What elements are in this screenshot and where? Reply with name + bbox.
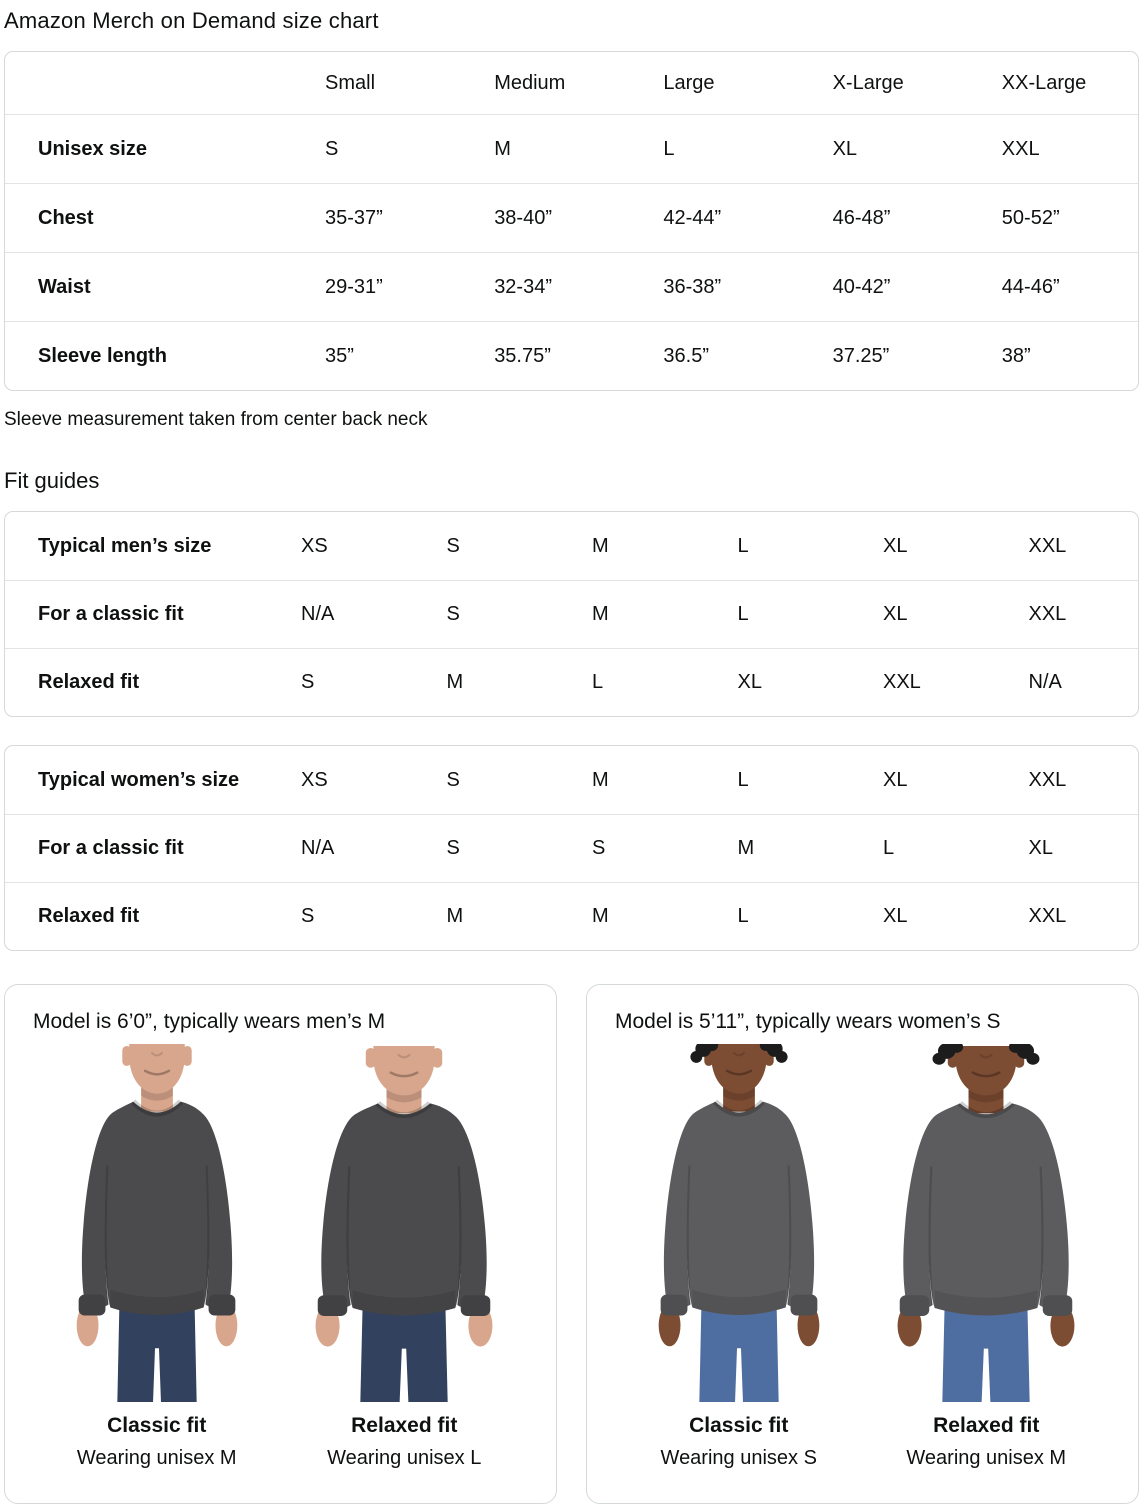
womens-relaxed-figure: [863, 1044, 1111, 1470]
cell: 35”: [325, 344, 354, 367]
cell: XL: [1028, 837, 1053, 859]
fit-name: Classic fit: [689, 1414, 789, 1437]
cell: 36.5”: [663, 344, 709, 367]
mens-classic-figure: [33, 1044, 281, 1470]
row-label: Waist: [38, 275, 91, 298]
cell: S: [592, 837, 606, 859]
table-row-chest: [5, 183, 1138, 252]
cell: L: [737, 768, 749, 791]
row-label: Unisex size: [38, 137, 147, 160]
mens-relaxed-figure: [281, 1044, 529, 1470]
cell: 29-31”: [325, 275, 383, 298]
cell: XL: [832, 137, 858, 160]
table-row-typical-mens-size: [5, 512, 1138, 580]
cell: XXL: [1028, 534, 1067, 557]
column-header-medium: Medium: [494, 71, 566, 94]
cell: XXL: [1028, 603, 1067, 625]
model-photo-woman-relaxed-fit: [867, 1044, 1105, 1402]
cell: XL: [883, 534, 908, 557]
cell: L: [663, 137, 675, 160]
cell: XXL: [883, 671, 921, 693]
page-title: Amazon Merch on Demand size chart: [4, 8, 379, 33]
table-row-mens-relaxed-fit: [5, 648, 1138, 716]
cell: S: [446, 534, 460, 557]
cell: L: [883, 837, 895, 859]
table-row-typical-womens-size: [5, 746, 1138, 814]
cell: 44-46”: [1001, 275, 1060, 298]
table-row-mens-classic-fit: [5, 580, 1138, 648]
womens-model-card: [586, 984, 1139, 1504]
cell: L: [737, 905, 749, 927]
column-header-xx-large: XX-Large: [1001, 71, 1087, 94]
row-label: Typical men’s size: [38, 534, 212, 557]
row-label: Relaxed fit: [38, 671, 140, 693]
wearing-size: Wearing unisex S: [660, 1447, 817, 1469]
cell: XXL: [1001, 137, 1040, 160]
table-row-sleeve-length: [5, 321, 1138, 390]
row-label: Typical women’s size: [38, 768, 240, 791]
model-cards: [4, 984, 1139, 1504]
cell: 32-34”: [494, 275, 552, 298]
row-label: Relaxed fit: [38, 905, 140, 927]
fit-name: Relaxed fit: [933, 1414, 1040, 1437]
wearing-size: Wearing unisex L: [327, 1447, 482, 1469]
cell: L: [737, 603, 749, 625]
cell: S: [446, 768, 460, 791]
cell: 37.25”: [832, 344, 890, 367]
cell: M: [592, 603, 609, 625]
row-label: For a classic fit: [38, 603, 184, 625]
fit-name: Relaxed fit: [351, 1414, 458, 1437]
caption: [906, 1414, 1066, 1470]
cell: S: [446, 603, 460, 625]
cell: 38-40”: [494, 206, 552, 229]
cell: M: [592, 905, 609, 927]
cell: N/A: [301, 603, 335, 625]
cell: L: [592, 671, 604, 693]
cell: S: [301, 671, 315, 693]
cell: 42-44”: [663, 206, 722, 229]
cell: XL: [883, 905, 908, 927]
cell: 38”: [1001, 344, 1031, 367]
cell: XS: [301, 534, 328, 557]
cell: 35-37”: [325, 206, 383, 229]
cell: XXL: [1028, 905, 1067, 927]
mens-model-card: [4, 984, 557, 1504]
row-label: For a classic fit: [38, 837, 184, 859]
womens-model-heading: Model is 5’11”, typically wears women’s S: [615, 1010, 1001, 1033]
womens-classic-figure: [615, 1044, 863, 1470]
caption: [77, 1414, 237, 1470]
cell: M: [446, 905, 464, 927]
cell: M: [494, 137, 511, 160]
fit-guides-heading: Fit guides: [4, 468, 100, 493]
sleeve-measurement-note: Sleeve measurement taken from center back neck: [4, 409, 428, 430]
table-row-womens-relaxed-fit: [5, 882, 1138, 950]
table-row-unisex-size: [5, 114, 1138, 183]
cell: M: [446, 671, 464, 693]
cell: 35.75”: [494, 344, 551, 367]
cell: S: [301, 905, 315, 927]
row-label: Chest: [38, 206, 94, 229]
cell: N/A: [301, 837, 335, 859]
cell: 36-38”: [663, 275, 722, 298]
cell: L: [737, 534, 749, 557]
wearing-size: Wearing unisex M: [906, 1447, 1067, 1469]
cell: 40-42”: [832, 275, 891, 298]
cell: XS: [301, 768, 328, 791]
cell: M: [592, 768, 609, 791]
size-chart-table: [4, 51, 1139, 391]
cell: XL: [883, 768, 908, 791]
cell: S: [325, 137, 339, 160]
cell: XL: [737, 671, 762, 693]
table-header-row: [5, 52, 1138, 114]
womens-figures: [615, 1044, 1110, 1470]
fit-name: Classic fit: [107, 1414, 207, 1437]
model-photo-man-relaxed-fit: [285, 1044, 523, 1402]
model-photo-man-classic-fit: [38, 1044, 276, 1402]
womens-fit-table: [4, 745, 1139, 951]
mens-model-heading: Model is 6’0”, typically wears men’s M: [33, 1010, 386, 1033]
row-label: Sleeve length: [38, 344, 167, 367]
wearing-size: Wearing unisex M: [76, 1447, 237, 1469]
cell: 50-52”: [1001, 206, 1060, 229]
column-header-x-large: X-Large: [832, 71, 904, 94]
table-row-womens-classic-fit: [5, 814, 1138, 882]
cell: M: [592, 534, 609, 557]
mens-fit-table: [4, 511, 1139, 717]
caption: [661, 1414, 817, 1470]
table-row-waist: [5, 252, 1138, 321]
cell: S: [446, 837, 460, 859]
cell: XL: [883, 603, 908, 625]
cell: XXL: [1028, 768, 1067, 791]
cell: M: [737, 837, 755, 859]
cell: 46-48”: [832, 206, 891, 229]
mens-figures: [33, 1044, 528, 1470]
column-header-small: Small: [325, 71, 376, 94]
model-photo-woman-classic-fit: [620, 1044, 858, 1402]
cell: N/A: [1028, 671, 1062, 693]
caption: [327, 1414, 481, 1470]
column-header-large: Large: [663, 71, 715, 94]
